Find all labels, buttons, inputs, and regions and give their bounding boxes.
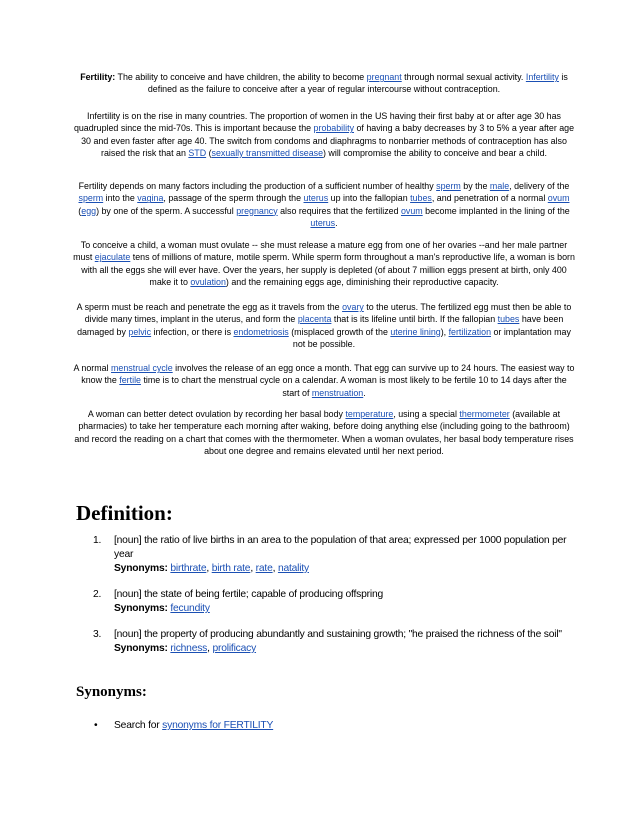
item-number: 1.	[93, 535, 102, 546]
text: tens of millions of mature, motile sperm. While sperm form throughout a man's reproductive life, a woman is born with all the eggs she will ever have. Over the years, her supply is depleted (of about 7 million eggs present at birth, only 400 make it to	[81, 252, 575, 287]
link-pregnant[interactable]: pregnant	[366, 72, 402, 82]
link-male[interactable]: male	[489, 181, 510, 191]
link-tubes[interactable]: tubes	[497, 314, 520, 325]
paragraph-infertility-rise	[72, 110, 576, 159]
paragraph-menstrual-cycle	[72, 362, 576, 399]
paragraph-fertility-definition	[72, 71, 576, 96]
text: A normal	[73, 363, 112, 373]
link-temperature[interactable]: temperature	[345, 409, 394, 419]
text: A sperm must be reach and penetrate the egg as it travels from the	[76, 302, 343, 312]
link-sexually-transmitted-disease[interactable]: sexually transmitted disease	[211, 147, 324, 158]
definition-text: [noun] the state of being fertile; capable of producing offspring	[114, 589, 384, 600]
synonym-link[interactable]: birth rate	[211, 563, 251, 574]
link-fertilization[interactable]: fertilization	[448, 326, 491, 337]
link-ejaculate[interactable]: ejaculate	[94, 252, 131, 263]
fertility-label: Fertility:	[80, 72, 116, 82]
text: ) will compromise the ability to conceive and bear a child.	[323, 147, 547, 158]
link-uterus[interactable]: uterus	[303, 193, 329, 204]
item-number: 2.	[93, 589, 102, 600]
definition-text: [noun] the property of producing abundantly and sustaining growth; "he praised the richness of the soil"	[114, 629, 562, 640]
text: , delivery of the	[509, 181, 570, 191]
synonyms-line	[114, 602, 568, 616]
synonym-link[interactable]: natality	[277, 563, 309, 574]
synonym-link[interactable]: fecundity	[170, 603, 210, 614]
link-uterine-lining[interactable]: uterine lining	[390, 326, 441, 337]
text: .	[335, 217, 338, 228]
link-thermometer[interactable]: thermometer	[459, 409, 510, 419]
separator: ,	[206, 563, 212, 574]
text: , using a special	[393, 409, 460, 419]
text: .	[363, 387, 366, 398]
synonyms-list	[93, 719, 273, 733]
text: up into the fallopian	[328, 193, 411, 204]
text: , and penetration of a normal	[431, 193, 548, 204]
text: time is to chart the menstrual cycle on a calendar. A woman is most likely to be fertile 10 to 14 days after the start of	[140, 375, 567, 398]
text: into the	[103, 193, 138, 204]
paragraph-fertility-factors	[72, 180, 576, 229]
link-probability[interactable]: probability	[313, 123, 355, 134]
link-synonyms-for-fertility[interactable]: synonyms for FERTILITY	[162, 720, 274, 731]
text: Fertility depends on many factors including the production of a sufficient number of healthy	[78, 181, 437, 191]
text: also requires that the fertilized	[277, 205, 401, 216]
link-ovum[interactable]: ovum	[547, 193, 570, 204]
text: (available at pharmacies) to take her temperature each morning after waking, before doing anything else (including going to the bathroom) and record the reading on a chart that comes with the thermometer. When a woman ovulates, her basal body temperature rises about one degree and remains elevated until her next period.	[74, 409, 574, 456]
link-infertility[interactable]: Infertility	[525, 72, 559, 82]
list-item	[93, 534, 568, 576]
link-pelvic[interactable]: pelvic	[128, 326, 152, 337]
text: or implantation may not be possible.	[292, 326, 571, 349]
separator: ,	[272, 563, 278, 574]
text: become implanted in the lining of the	[422, 205, 570, 216]
text: through normal sexual activity.	[401, 72, 526, 82]
synonyms-line	[114, 562, 568, 576]
text: to the uterus. The fertilized egg must then be able to divide many times, implant in the uterus, and form the	[84, 302, 572, 325]
item-number: 3.	[93, 629, 102, 640]
list-item	[93, 628, 568, 656]
text: (misplaced growth of the	[288, 326, 391, 337]
link-menstruation[interactable]: menstruation	[311, 387, 364, 398]
link-tubes[interactable]: tubes	[410, 193, 432, 204]
link-pregnancy[interactable]: pregnancy	[236, 205, 278, 216]
text: ) by one of the sperm. A successful	[96, 205, 237, 216]
link-menstrual-cycle[interactable]: menstrual cycle	[111, 363, 173, 373]
text: that is its lifeline until birth. If the fallopian	[331, 314, 498, 325]
text: have been damaged by	[77, 314, 564, 337]
link-sperm[interactable]: sperm	[436, 181, 461, 191]
link-placenta[interactable]: placenta	[297, 314, 332, 325]
text: is defined as the failure to conceive after a year of regular intercourse without contraception.	[147, 72, 568, 95]
list-item	[93, 588, 568, 616]
paragraph-conceive	[72, 239, 576, 288]
search-text: Search for	[114, 720, 163, 731]
link-ovary[interactable]: ovary	[342, 302, 364, 312]
text: (	[206, 147, 212, 158]
bullet-icon: •	[94, 720, 98, 731]
synonyms-heading: Synonyms:	[76, 684, 147, 700]
text: by the	[460, 181, 490, 191]
synonyms-label: Synonyms:	[114, 643, 168, 654]
text: A woman can better detect ovulation by recording her basal body	[87, 409, 346, 419]
text: of having a baby decreases by 3 to 5% a year after age 30 and even faster after age 40. The switch from condoms and diaphragms to nonbarrier methods of contraception has also raised the risk that an	[81, 123, 575, 158]
text: involves the release of an egg once a month. That egg can survive up to 24 hours. The easiest way to know the	[81, 363, 575, 386]
link-std[interactable]: STD	[188, 147, 207, 158]
link-uterus[interactable]: uterus	[310, 217, 336, 228]
definition-heading: Definition:	[76, 501, 173, 525]
synonyms-label: Synonyms:	[114, 563, 168, 574]
link-egg[interactable]: egg	[81, 205, 97, 216]
text: (	[78, 205, 82, 216]
paragraph-basal-temperature	[72, 408, 576, 457]
definition-text: [noun] the ratio of live births in an area to the population of that area; expressed per 1000 population per year	[114, 535, 567, 560]
link-vagina[interactable]: vagina	[137, 193, 164, 204]
link-sperm[interactable]: sperm	[78, 193, 104, 204]
synonym-link[interactable]: prolificacy	[212, 643, 257, 654]
separator: ,	[250, 563, 256, 574]
link-ovum[interactable]: ovum	[400, 205, 423, 216]
text: ),	[440, 326, 449, 337]
synonyms-label: Synonyms:	[114, 603, 168, 614]
paragraph-sperm-penetrate	[72, 301, 576, 350]
text: Infertility is on the rise in many countries. The proportion of women in the US having their first baby at or after age 30 has quadrupled since the mid-70s. This is important because the	[73, 111, 561, 134]
list-item	[93, 719, 273, 733]
link-endometriosis[interactable]: endometriosis	[233, 326, 289, 337]
text: infection, or there is	[151, 326, 234, 337]
text: The ability to conceive and have children, the ability to become	[115, 72, 367, 82]
text: To conceive a child, a woman must ovulate -- she must release a mature egg from one of her ovaries --and her male partner must	[73, 240, 568, 263]
synonym-link[interactable]: rate	[255, 563, 273, 574]
synonyms-line	[114, 642, 568, 656]
synonym-link[interactable]: richness	[170, 643, 208, 654]
synonym-link[interactable]: birthrate	[170, 563, 207, 574]
text: , passage of the sperm through the	[163, 193, 304, 204]
separator: ,	[207, 643, 213, 654]
link-fertile[interactable]: fertile	[119, 375, 141, 386]
text: ) and the remaining eggs age, diminishing their reproductive capacity.	[225, 276, 499, 287]
link-ovulation[interactable]: ovulation	[190, 276, 226, 287]
